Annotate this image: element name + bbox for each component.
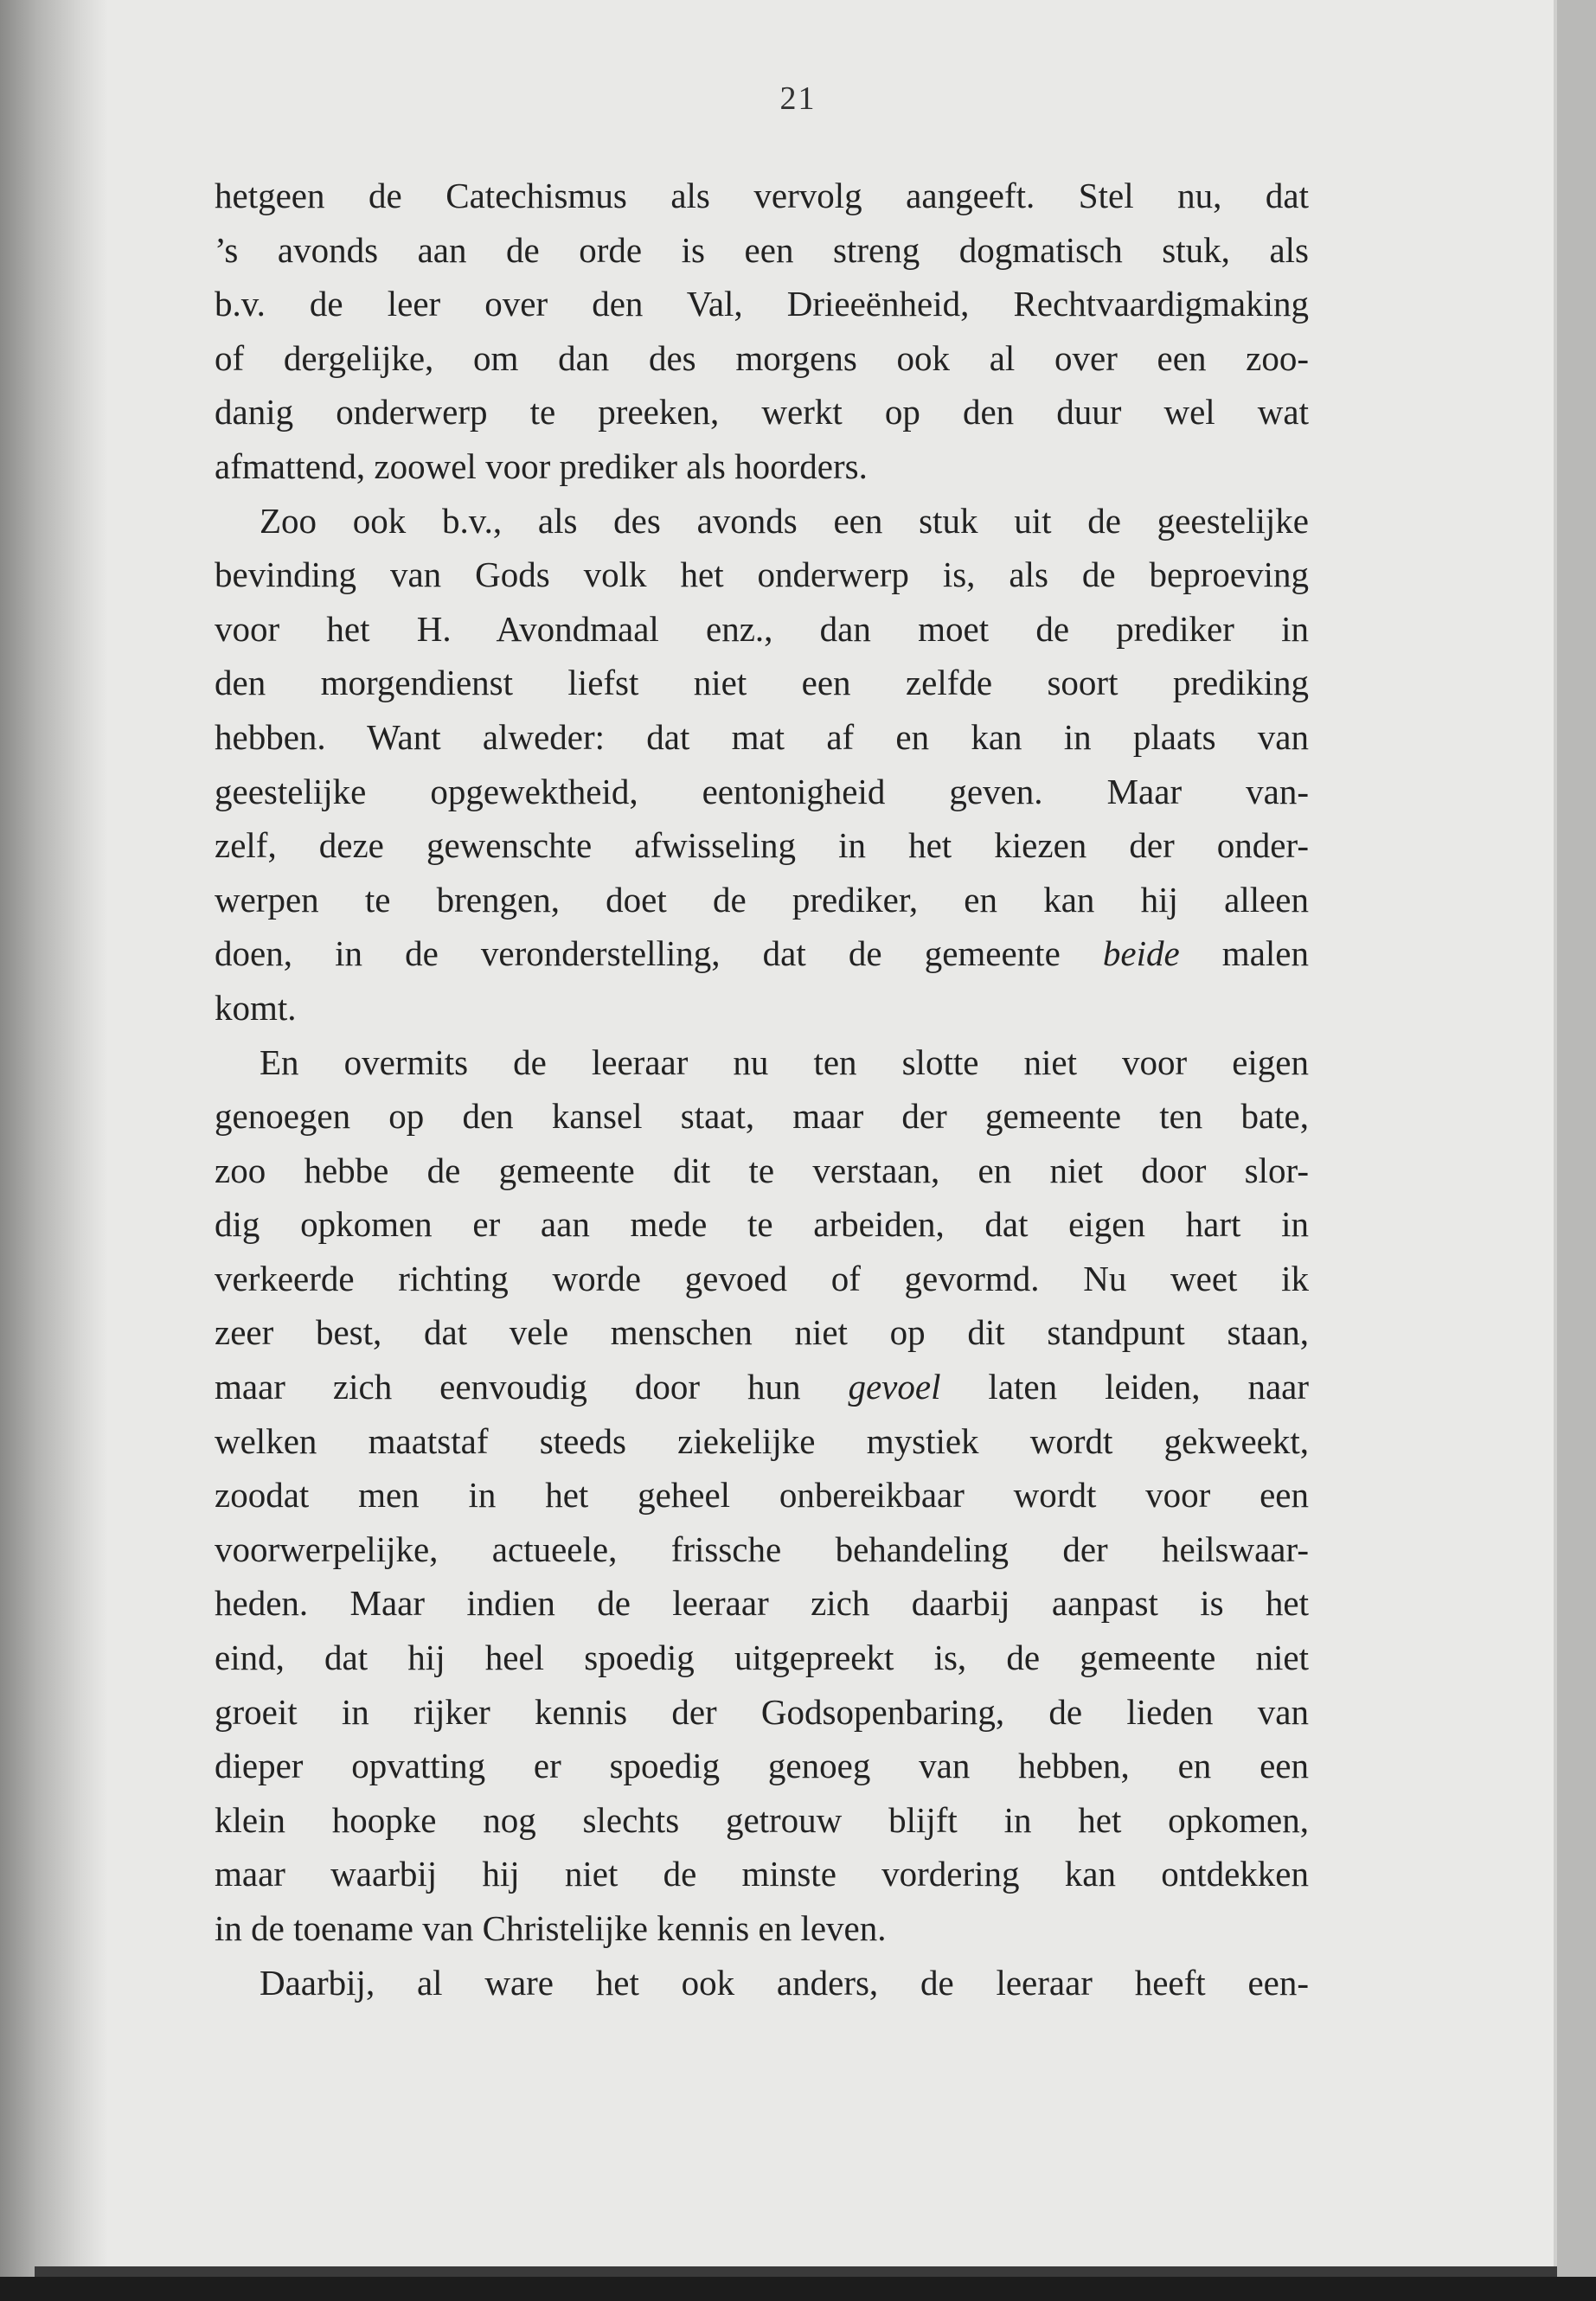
text-run: malen (1179, 933, 1309, 974)
text-line: komt. (215, 987, 297, 1028)
text-line: zeer best, dat vele menschen niet op dit standpunt staan, (215, 1312, 1309, 1353)
text-line (215, 1360, 1309, 1414)
page-number: 21 (779, 80, 817, 117)
text-line: Daarbij, al ware het ook anders, de leeraar heeft een- (260, 1962, 1309, 2003)
text-line: maar waarbij hij niet de minste vordering kan ontdekken (215, 1854, 1309, 1894)
page-right-edge (1554, 0, 1596, 2301)
text-line: welken maatstaf steeds ziekelijke mystiek wordt gekweekt, (215, 1420, 1309, 1461)
text-line: Zoo ook b.v., als des avonds een stuk uit de geestelijke (260, 500, 1309, 541)
text-line: eind, dat hij heel spoedig uitgepreekt is, de gemeente niet (215, 1638, 1309, 1678)
text-line: genoegen op den kansel staat, maar der gemeente ten bate, (215, 1096, 1309, 1137)
text-line: danig onderwerp te preeken, werkt op den duur wel wat (215, 392, 1309, 433)
text-run: maar zich eenvoudig door hun (215, 1367, 849, 1407)
text-line: geestelijke opgewektheid, eentonigheid geven. Maar van- (215, 771, 1309, 811)
body-text (215, 169, 1309, 2009)
text-line: den morgendienst liefst niet een zelfde soort prediking (215, 663, 1309, 703)
text-line: bevinding van Gods volk het onderwerp is, als de beproeving (215, 554, 1309, 595)
text-line: zoodat men in het geheel onbereikbaar wordt voor een (215, 1475, 1309, 1516)
text-line: afmattend, zoowel voor prediker als hoorders. (215, 445, 868, 486)
text-run: doen, in de veronderstelling, dat de gemeente (215, 933, 1103, 974)
text-run: laten leiden, naar (940, 1367, 1310, 1407)
text-line: dig opkomen er aan mede te arbeiden, dat eigen hart in (215, 1204, 1309, 1245)
text-line: dieper opvatting er spoedig genoeg van hebben, en een (215, 1746, 1309, 1786)
text-line: heden. Maar indien de leeraar zich daarbij aanpast is het (215, 1583, 1309, 1624)
binding-shadow (0, 0, 108, 2301)
scan-bottom-border (0, 2277, 1596, 2301)
text-line: zoo hebbe de gemeente dit te verstaan, en niet door slor- (215, 1150, 1309, 1190)
emphasis-word: gevoel (848, 1367, 941, 1407)
text-line: of dergelijke, om dan des morgens ook al over een zoo- (215, 337, 1309, 378)
page-bottom-edge (35, 2266, 1557, 2277)
text-line: werpen te brengen, doet de prediker, en kan hij alleen (215, 879, 1309, 920)
text-line: hebben. Want alweder: dat mat af en kan in plaats van (215, 716, 1309, 757)
text-line: in de toename van Christelijke kennis en leven. (215, 1908, 887, 1948)
text-line: ’s avonds aan de orde is een streng dogmatisch stuk, als (215, 229, 1309, 270)
text-line: voorwerpelijke, actueele, frissche behandeling der heilswaar- (215, 1529, 1309, 1569)
text-line: klein hoopke nog slechts getrouw blijft in het opkomen, (215, 1799, 1309, 1840)
text-line: zelf, deze gewenschte afwisseling in het kiezen der onder- (215, 825, 1309, 866)
text-line: hetgeen de Catechismus als vervolg aangeeft. Stel nu, dat (215, 176, 1309, 215)
text-line: verkeerde richting worde gevoed of gevormd. Nu weet ik (215, 1258, 1309, 1298)
text-line: En overmits de leeraar nu ten slotte niet voor eigen (260, 1042, 1309, 1082)
text-line: voor het H. Avondmaal enz., dan moet de prediker in (215, 608, 1309, 649)
text-line: b.v. de leer over den Val, Drieeënheid, Rechtvaardigmaking (215, 284, 1309, 324)
text-line: groeit in rijker kennis der Godsopenbaring, de lieden van (215, 1691, 1309, 1732)
emphasis-word: beide (1102, 933, 1180, 974)
text-line (215, 926, 1309, 981)
